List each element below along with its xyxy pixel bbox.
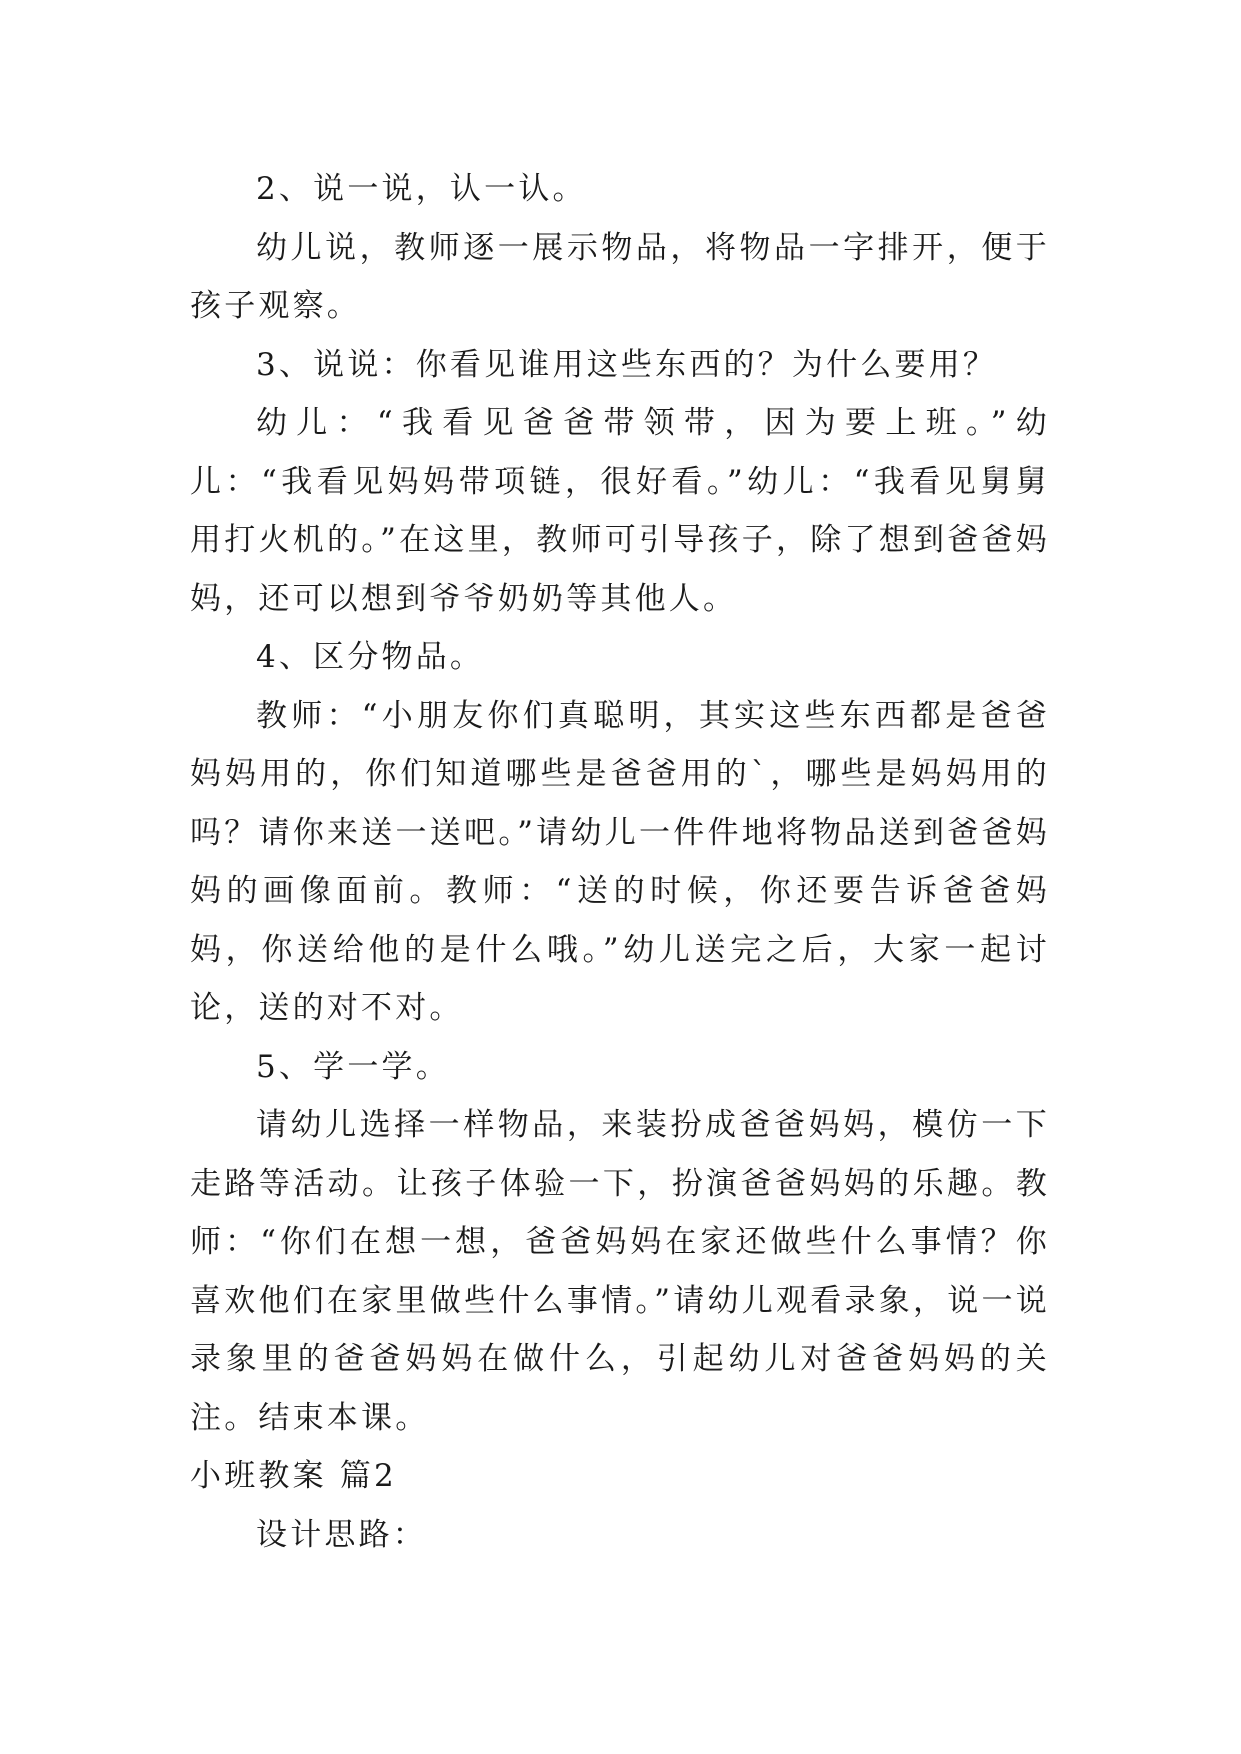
section-title: 小班教案 篇2 bbox=[190, 1458, 397, 1494]
step-5-text: 请幼儿选择一样物品，来装扮成爸爸妈妈，模仿一下走路等活动。让孩子体验一下，扮演爸爸妈妈的乐趣。教师：“你们在想一想，爸爸妈妈在家还做些什么事情？你喜欢他们在家里做些什么事情。”请幼儿观看录象，说一说录象里的爸爸妈妈在做什么，引起幼儿对爸爸妈妈的关注。结束本课。 bbox=[190, 1107, 1050, 1436]
step-2-heading: 2、说一说，认一认。 bbox=[256, 171, 587, 207]
document-body bbox=[190, 160, 1050, 1564]
step-5-heading: 5、学一学。 bbox=[256, 1048, 450, 1085]
design-label: 设计思路： bbox=[256, 1516, 427, 1553]
step-4-text: 教师：“小朋友你们真聪明，其实这些东西都是爸爸妈妈用的，你们知道哪些是爸爸用的`，哪些是妈妈用的吗？请你来送一送吧。”请幼儿一件件地将物品送到爸爸妈妈的画像面前。教师：“送的时候，你还要告诉爸爸妈妈，你送给他的是什么哦。”幼儿送完之后，大家一起讨论，送的对不对。 bbox=[190, 697, 1050, 1026]
step-2-text: 幼儿说，教师逐一展示物品，将物品一字排开，便于孩子观察。 bbox=[190, 229, 1050, 324]
step-3-heading: 3、说说：你看见谁用这些东西的？为什么要用？ bbox=[256, 346, 998, 383]
step-3-text: 幼儿：“我看见爸爸带领带，因为要上班。”幼儿：“我看见妈妈带项链，很好看。”幼儿：“我看见舅舅用打火机的。”在这里，教师可引导孩子，除了想到爸爸妈妈，还可以想到爷爷奶奶等其他人。 bbox=[190, 405, 1050, 617]
step-4-heading: 4、区分物品。 bbox=[256, 639, 485, 675]
